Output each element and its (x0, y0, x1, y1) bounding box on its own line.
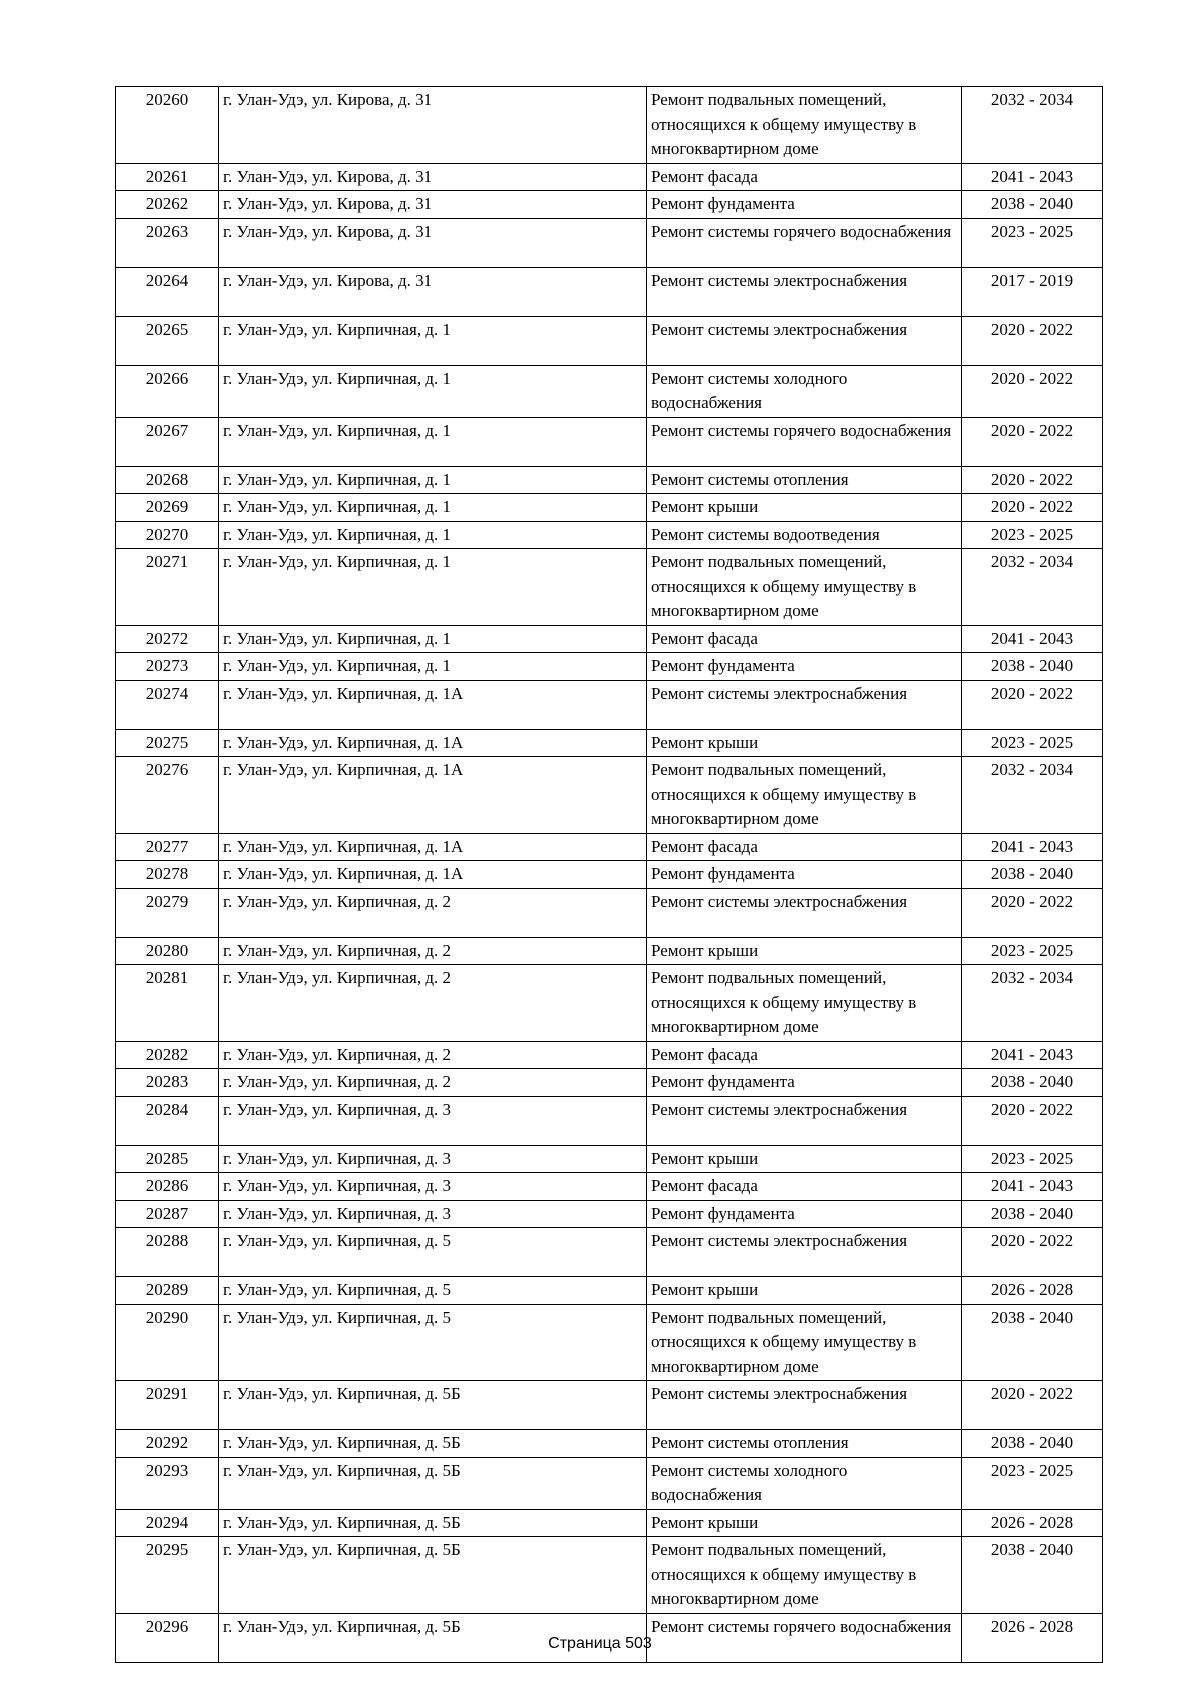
address-cell: г. Улан-Удэ, ул. Кирпичная, д. 2 (219, 1069, 647, 1097)
address-cell: г. Улан-Удэ, ул. Кирпичная, д. 1 (219, 365, 647, 417)
address-cell: г. Улан-Удэ, ул. Кирпичная, д. 3 (219, 1145, 647, 1173)
row-number-cell: 20271 (116, 549, 219, 626)
table-row (116, 680, 1103, 729)
address-cell: г. Улан-Удэ, ул. Кирпичная, д. 5 (219, 1304, 647, 1381)
work-type-cell: Ремонт подвальных помещений, относящихся к общему имуществу в многоквартирном доме (647, 549, 962, 626)
table-row (116, 965, 1103, 1042)
row-number-cell: 20291 (116, 1381, 219, 1430)
row-number-cell: 20269 (116, 494, 219, 522)
work-type-cell: Ремонт крыши (647, 937, 962, 965)
period-cell: 2038 - 2040 (962, 1430, 1103, 1458)
work-type-cell: Ремонт фундамента (647, 653, 962, 681)
row-number-cell: 20295 (116, 1537, 219, 1614)
work-type-cell: Ремонт фундамента (647, 861, 962, 889)
work-type-cell: Ремонт системы холодного водоснабжения (647, 365, 962, 417)
work-type-cell: Ремонт системы водоотведения (647, 521, 962, 549)
work-type-cell: Ремонт системы горячего водоснабжения (647, 417, 962, 466)
row-number-cell: 20289 (116, 1277, 219, 1305)
period-cell: 2032 - 2034 (962, 757, 1103, 834)
address-cell: г. Улан-Удэ, ул. Кирпичная, д. 1 (219, 466, 647, 494)
table-row (116, 218, 1103, 267)
repair-schedule-table (115, 86, 1103, 1663)
table-row (116, 1228, 1103, 1277)
work-type-cell: Ремонт системы отопления (647, 466, 962, 494)
row-number-cell: 20283 (116, 1069, 219, 1097)
period-cell: 2023 - 2025 (962, 729, 1103, 757)
work-type-cell: Ремонт крыши (647, 729, 962, 757)
row-number-cell: 20285 (116, 1145, 219, 1173)
table-row (116, 521, 1103, 549)
table-row (116, 1430, 1103, 1458)
address-cell: г. Улан-Удэ, ул. Кирпичная, д. 1 (219, 653, 647, 681)
row-number-cell: 20280 (116, 937, 219, 965)
work-type-cell: Ремонт фасада (647, 833, 962, 861)
address-cell: г. Улан-Удэ, ул. Кирпичная, д. 5Б (219, 1613, 647, 1662)
row-number-cell: 20276 (116, 757, 219, 834)
address-cell: г. Улан-Удэ, ул. Кирпичная, д. 5Б (219, 1381, 647, 1430)
address-cell: г. Улан-Удэ, ул. Кирпичная, д. 2 (219, 1041, 647, 1069)
work-type-cell: Ремонт фасада (647, 1041, 962, 1069)
work-type-cell: Ремонт фасада (647, 163, 962, 191)
period-cell: 2020 - 2022 (962, 316, 1103, 365)
period-cell: 2020 - 2022 (962, 1096, 1103, 1145)
row-number-cell: 20293 (116, 1457, 219, 1509)
table-row (116, 316, 1103, 365)
row-number-cell: 20296 (116, 1613, 219, 1662)
table-row (116, 365, 1103, 417)
row-number-cell: 20286 (116, 1173, 219, 1201)
period-cell: 2017 - 2019 (962, 267, 1103, 316)
row-number-cell: 20281 (116, 965, 219, 1042)
period-cell: 2038 - 2040 (962, 1537, 1103, 1614)
work-type-cell: Ремонт подвальных помещений, относящихся к общему имуществу в многоквартирном доме (647, 87, 962, 164)
period-cell: 2023 - 2025 (962, 937, 1103, 965)
address-cell: г. Улан-Удэ, ул. Кирпичная, д. 1А (219, 861, 647, 889)
table-row (116, 653, 1103, 681)
period-cell: 2038 - 2040 (962, 191, 1103, 219)
work-type-cell: Ремонт системы холодного водоснабжения (647, 1457, 962, 1509)
table-row (116, 417, 1103, 466)
row-number-cell: 20270 (116, 521, 219, 549)
table-row (116, 466, 1103, 494)
address-cell: г. Улан-Удэ, ул. Кирпичная, д. 1А (219, 833, 647, 861)
table-row (116, 191, 1103, 219)
row-number-cell: 20279 (116, 888, 219, 937)
row-number-cell: 20264 (116, 267, 219, 316)
address-cell: г. Улан-Удэ, ул. Кирпичная, д. 1 (219, 625, 647, 653)
page-number: Страница 503 (548, 1635, 652, 1652)
period-cell: 2026 - 2028 (962, 1613, 1103, 1662)
address-cell: г. Улан-Удэ, ул. Кирпичная, д. 1 (219, 316, 647, 365)
table-row (116, 1537, 1103, 1614)
period-cell: 2023 - 2025 (962, 218, 1103, 267)
table-row (116, 1145, 1103, 1173)
row-number-cell: 20292 (116, 1430, 219, 1458)
period-cell: 2026 - 2028 (962, 1509, 1103, 1537)
work-type-cell: Ремонт крыши (647, 1509, 962, 1537)
period-cell: 2038 - 2040 (962, 1304, 1103, 1381)
work-type-cell: Ремонт системы электроснабжения (647, 267, 962, 316)
period-cell: 2038 - 2040 (962, 653, 1103, 681)
address-cell: г. Улан-Удэ, ул. Кирпичная, д. 5Б (219, 1509, 647, 1537)
period-cell: 2020 - 2022 (962, 365, 1103, 417)
table-row (116, 87, 1103, 164)
period-cell: 2020 - 2022 (962, 680, 1103, 729)
work-type-cell: Ремонт фундамента (647, 1200, 962, 1228)
period-cell: 2026 - 2028 (962, 1277, 1103, 1305)
period-cell: 2023 - 2025 (962, 1145, 1103, 1173)
period-cell: 2020 - 2022 (962, 888, 1103, 937)
row-number-cell: 20263 (116, 218, 219, 267)
address-cell: г. Улан-Удэ, ул. Кирпичная, д. 1 (219, 549, 647, 626)
row-number-cell: 20261 (116, 163, 219, 191)
address-cell: г. Улан-Удэ, ул. Кирпичная, д. 5 (219, 1228, 647, 1277)
work-type-cell: Ремонт системы горячего водоснабжения (647, 1613, 962, 1662)
period-cell: 2020 - 2022 (962, 1228, 1103, 1277)
period-cell: 2032 - 2034 (962, 87, 1103, 164)
work-type-cell: Ремонт системы отопления (647, 1430, 962, 1458)
row-number-cell: 20272 (116, 625, 219, 653)
address-cell: г. Улан-Удэ, ул. Кирпичная, д. 2 (219, 965, 647, 1042)
work-type-cell: Ремонт крыши (647, 1277, 962, 1305)
row-number-cell: 20290 (116, 1304, 219, 1381)
period-cell: 2038 - 2040 (962, 1200, 1103, 1228)
table-body (116, 87, 1103, 1663)
address-cell: г. Улан-Удэ, ул. Кирова, д. 31 (219, 267, 647, 316)
table-row (116, 1457, 1103, 1509)
address-cell: г. Улан-Удэ, ул. Кирова, д. 31 (219, 163, 647, 191)
address-cell: г. Улан-Удэ, ул. Кирпичная, д. 5Б (219, 1537, 647, 1614)
row-number-cell: 20282 (116, 1041, 219, 1069)
address-cell: г. Улан-Удэ, ул. Кирова, д. 31 (219, 87, 647, 164)
work-type-cell: Ремонт крыши (647, 1145, 962, 1173)
work-type-cell: Ремонт крыши (647, 494, 962, 522)
table-row (116, 1200, 1103, 1228)
period-cell: 2041 - 2043 (962, 625, 1103, 653)
table-row (116, 1277, 1103, 1305)
table-row (116, 729, 1103, 757)
work-type-cell: Ремонт подвальных помещений, относящихся к общему имуществу в многоквартирном доме (647, 1537, 962, 1614)
address-cell: г. Улан-Удэ, ул. Кирова, д. 31 (219, 218, 647, 267)
period-cell: 2041 - 2043 (962, 1041, 1103, 1069)
table-row (116, 833, 1103, 861)
row-number-cell: 20294 (116, 1509, 219, 1537)
period-cell: 2020 - 2022 (962, 417, 1103, 466)
period-cell: 2020 - 2022 (962, 466, 1103, 494)
row-number-cell: 20268 (116, 466, 219, 494)
table-row (116, 1173, 1103, 1201)
work-type-cell: Ремонт системы электроснабжения (647, 888, 962, 937)
period-cell: 2032 - 2034 (962, 549, 1103, 626)
period-cell: 2041 - 2043 (962, 833, 1103, 861)
work-type-cell: Ремонт фасада (647, 625, 962, 653)
table-row (116, 888, 1103, 937)
row-number-cell: 20262 (116, 191, 219, 219)
work-type-cell: Ремонт подвальных помещений, относящихся к общему имуществу в многоквартирном доме (647, 1304, 962, 1381)
address-cell: г. Улан-Удэ, ул. Кирпичная, д. 5Б (219, 1430, 647, 1458)
table-row (116, 625, 1103, 653)
work-type-cell: Ремонт системы электроснабжения (647, 1096, 962, 1145)
period-cell: 2020 - 2022 (962, 1381, 1103, 1430)
work-type-cell: Ремонт подвальных помещений, относящихся к общему имуществу в многоквартирном доме (647, 757, 962, 834)
period-cell: 2038 - 2040 (962, 1069, 1103, 1097)
row-number-cell: 20275 (116, 729, 219, 757)
row-number-cell: 20266 (116, 365, 219, 417)
work-type-cell: Ремонт фасада (647, 1173, 962, 1201)
table-row (116, 549, 1103, 626)
work-type-cell: Ремонт подвальных помещений, относящихся к общему имуществу в многоквартирном доме (647, 965, 962, 1042)
address-cell: г. Улан-Удэ, ул. Кирпичная, д. 1 (219, 494, 647, 522)
address-cell: г. Улан-Удэ, ул. Кирпичная, д. 5 (219, 1277, 647, 1305)
address-cell: г. Улан-Удэ, ул. Кирпичная, д. 3 (219, 1173, 647, 1201)
row-number-cell: 20284 (116, 1096, 219, 1145)
period-cell: 2038 - 2040 (962, 861, 1103, 889)
row-number-cell: 20273 (116, 653, 219, 681)
table-row (116, 1069, 1103, 1097)
address-cell: г. Улан-Удэ, ул. Кирпичная, д. 5Б (219, 1457, 647, 1509)
address-cell: г. Улан-Удэ, ул. Кирпичная, д. 2 (219, 937, 647, 965)
work-type-cell: Ремонт системы электроснабжения (647, 1381, 962, 1430)
address-cell: г. Улан-Удэ, ул. Кирпичная, д. 3 (219, 1096, 647, 1145)
period-cell: 2020 - 2022 (962, 494, 1103, 522)
address-cell: г. Улан-Удэ, ул. Кирпичная, д. 3 (219, 1200, 647, 1228)
row-number-cell: 20274 (116, 680, 219, 729)
address-cell: г. Улан-Удэ, ул. Кирпичная, д. 1 (219, 521, 647, 549)
address-cell: г. Улан-Удэ, ул. Кирова, д. 31 (219, 191, 647, 219)
table-row (116, 757, 1103, 834)
table-row (116, 937, 1103, 965)
work-type-cell: Ремонт фундамента (647, 1069, 962, 1097)
work-type-cell: Ремонт системы электроснабжения (647, 1228, 962, 1277)
row-number-cell: 20267 (116, 417, 219, 466)
address-cell: г. Улан-Удэ, ул. Кирпичная, д. 2 (219, 888, 647, 937)
row-number-cell: 20265 (116, 316, 219, 365)
address-cell: г. Улан-Удэ, ул. Кирпичная, д. 1А (219, 680, 647, 729)
table-row (116, 1381, 1103, 1430)
period-cell: 2023 - 2025 (962, 521, 1103, 549)
table-row (116, 1041, 1103, 1069)
table-row (116, 494, 1103, 522)
period-cell: 2032 - 2034 (962, 965, 1103, 1042)
period-cell: 2041 - 2043 (962, 163, 1103, 191)
address-cell: г. Улан-Удэ, ул. Кирпичная, д. 1 (219, 417, 647, 466)
table-row (116, 267, 1103, 316)
work-type-cell: Ремонт фундамента (647, 191, 962, 219)
address-cell: г. Улан-Удэ, ул. Кирпичная, д. 1А (219, 757, 647, 834)
row-number-cell: 20278 (116, 861, 219, 889)
row-number-cell: 20260 (116, 87, 219, 164)
row-number-cell: 20277 (116, 833, 219, 861)
table-row (116, 1304, 1103, 1381)
address-cell: г. Улан-Удэ, ул. Кирпичная, д. 1А (219, 729, 647, 757)
row-number-cell: 20287 (116, 1200, 219, 1228)
table-row (116, 163, 1103, 191)
work-type-cell: Ремонт системы электроснабжения (647, 680, 962, 729)
work-type-cell: Ремонт системы горячего водоснабжения (647, 218, 962, 267)
work-type-cell: Ремонт системы электроснабжения (647, 316, 962, 365)
table-row (116, 1509, 1103, 1537)
table-row (116, 861, 1103, 889)
table-row (116, 1096, 1103, 1145)
period-cell: 2023 - 2025 (962, 1457, 1103, 1509)
period-cell: 2041 - 2043 (962, 1173, 1103, 1201)
row-number-cell: 20288 (116, 1228, 219, 1277)
